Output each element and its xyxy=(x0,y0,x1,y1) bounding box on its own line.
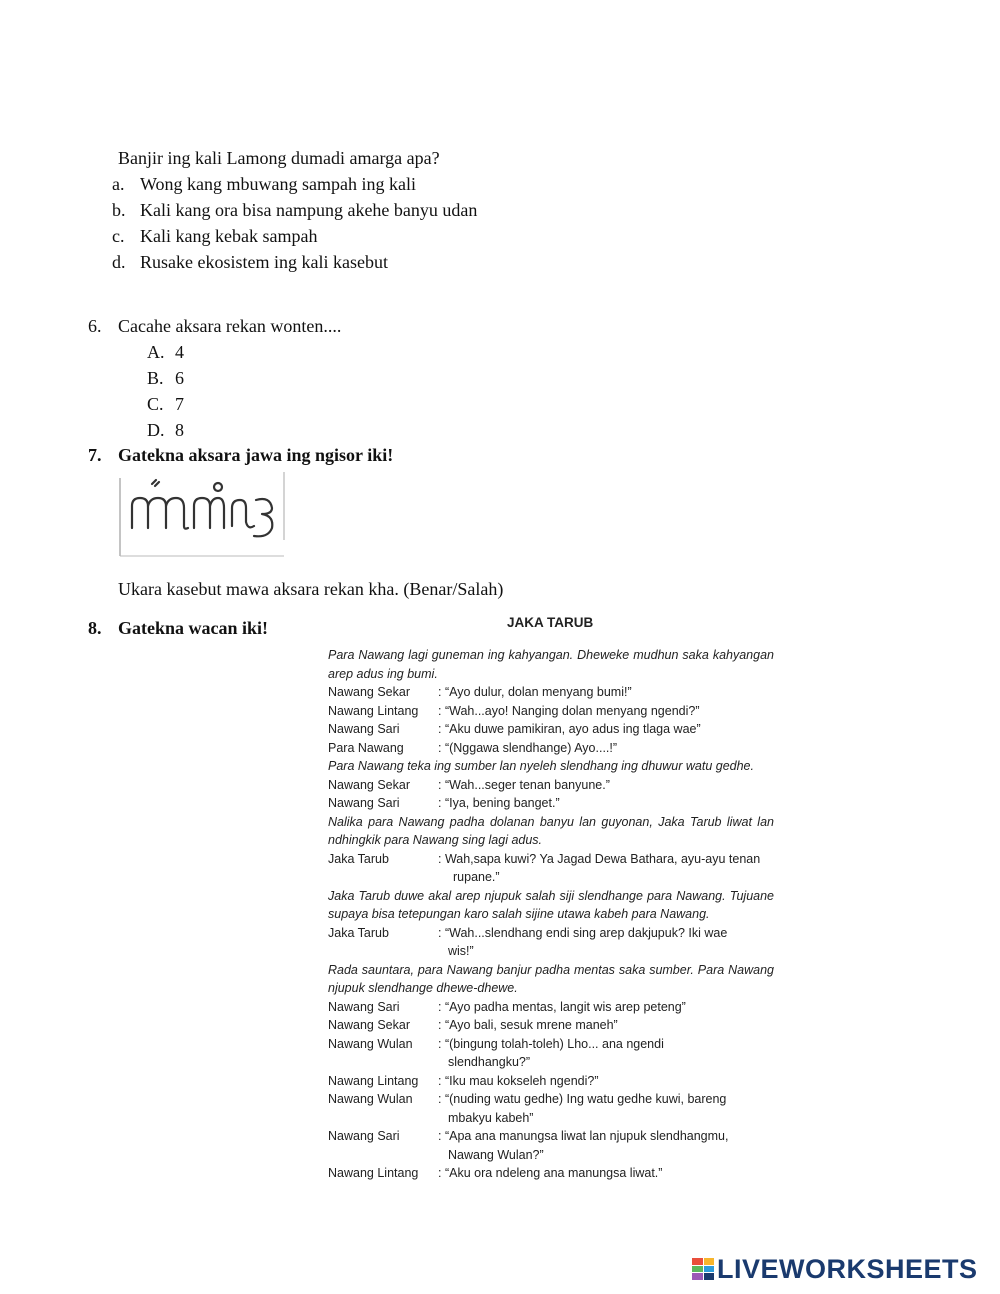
q5-option-d[interactable]: d. Rusake ekosistem ing kali kasebut xyxy=(112,252,388,272)
q6-question: 6. Cacahe aksara rekan wonten.... xyxy=(88,316,342,336)
dialog-line: Nawang Lintang : “Iku mau kokseleh ngendi?” xyxy=(328,1073,599,1088)
dialog-line: Nawang Sekar : “Ayo dulur, dolan menyang bumi!” xyxy=(328,685,632,699)
dialog-continuation: slendhangku?” xyxy=(448,1055,531,1069)
narration: Para Nawang teka ing sumber lan nyeleh slendhang ing dhuwur watu gedhe. xyxy=(328,759,754,773)
dialog-continuation: wis!” xyxy=(448,944,474,958)
dialog-line: Nawang Lintang : “Wah...ayo! Nanging dolan menyang ngendi?” xyxy=(328,703,700,718)
dialog-continuation: rupane.” xyxy=(453,870,500,884)
dialog-continuation: mbakyu kabeh” xyxy=(448,1110,534,1125)
story-title: JAKA TARUB xyxy=(507,615,594,630)
q6-option-c[interactable]: C. 7 xyxy=(147,394,184,414)
narration: Rada sauntara, para Nawang banjur padha mentas saka sumber. Para Nawang njupuk slendhange dhewe-dhewe. xyxy=(328,962,774,995)
javanese-script-image xyxy=(118,470,288,560)
q7-question: 7. Gatekna aksara jawa ing ngisor iki! xyxy=(88,445,394,465)
q7-statement: Ukara kasebut mawa aksara rekan kha. (Benar/Salah) xyxy=(118,579,504,599)
q6-option-b[interactable]: B. 6 xyxy=(147,368,184,388)
q6-option-d[interactable]: D. 8 xyxy=(147,420,184,440)
dialog-line: Para Nawang : “(Nggawa slendhange) Ayo....!” xyxy=(328,740,618,755)
story-body xyxy=(328,646,774,1183)
q5-option-a[interactable]: a. Wong kang mbuwang sampah ing kali xyxy=(112,174,417,194)
dialog-line: Nawang Wulan : “(bingung tolah-toleh) Lho... ana ngendi xyxy=(328,1036,664,1051)
dialog-line: Nawang Sari : “Iya, bening banget.” xyxy=(328,796,560,810)
q5-question: Banjir ing kali Lamong dumadi amarga apa? xyxy=(118,148,440,168)
dialog-line: Nawang Sari : “Aku duwe pamikiran, ayo adus ing tlaga wae” xyxy=(328,722,701,736)
q8-question: 8. Gatekna wacan iki! xyxy=(88,618,269,638)
dialog-line: Nawang Wulan : “(nuding watu gedhe) Ing watu gedhe kuwi, bareng xyxy=(328,1092,727,1106)
liveworksheets-logo[interactable] xyxy=(692,1254,978,1284)
narration: Jaka Tarub duwe akal arep njupuk salah siji slendhange para Nawang. Tujuane supaya bisa tetepungan karo salah sijine utawa kabeh para Nawang. xyxy=(328,888,774,921)
dialog-line: Nawang Sekar : “Wah...seger tenan banyune.” xyxy=(328,777,610,792)
dialog-line: Nawang Sekar : “Ayo bali, sesuk mrene maneh” xyxy=(328,1018,618,1032)
narration: Para Nawang lagi guneman ing kahyangan. Dheweke mudhun saka kahyangan arep adus ing bumi. xyxy=(328,648,774,681)
dialog-continuation: Nawang Wulan?” xyxy=(448,1147,544,1162)
q5-option-c[interactable]: c. Kali kang kebak sampah xyxy=(112,226,318,246)
logo-text: LIVEWORKSHEETS xyxy=(717,1253,978,1284)
narration: Nalika para Nawang padha dolanan banyu lan guyonan, Jaka Tarub liwat lan ndhingkik para Nawang sing lagi adus. xyxy=(328,814,774,847)
dialog-line: Jaka Tarub : Wah,sapa kuwi? Ya Jagad Dewa Bathara, ayu-ayu tenan xyxy=(328,851,761,866)
liveworksheets-logo-icon xyxy=(692,1258,714,1280)
dialog-line: Nawang Sari : “Apa ana manungsa liwat lan njupuk slendhangmu, xyxy=(328,1129,729,1143)
dialog-line: Nawang Lintang : “Aku ora ndeleng ana manungsa liwat.” xyxy=(328,1166,663,1180)
q6-option-a[interactable]: A. 4 xyxy=(147,342,184,362)
dialog-line: Jaka Tarub : “Wah...slendhang endi sing arep dakjupuk? Iki wae xyxy=(328,925,728,940)
q5-option-b[interactable]: b. Kali kang ora bisa nampung akehe banyu udan xyxy=(112,200,478,220)
dialog-line: Nawang Sari : “Ayo padha mentas, langit wis arep peteng” xyxy=(328,999,686,1014)
